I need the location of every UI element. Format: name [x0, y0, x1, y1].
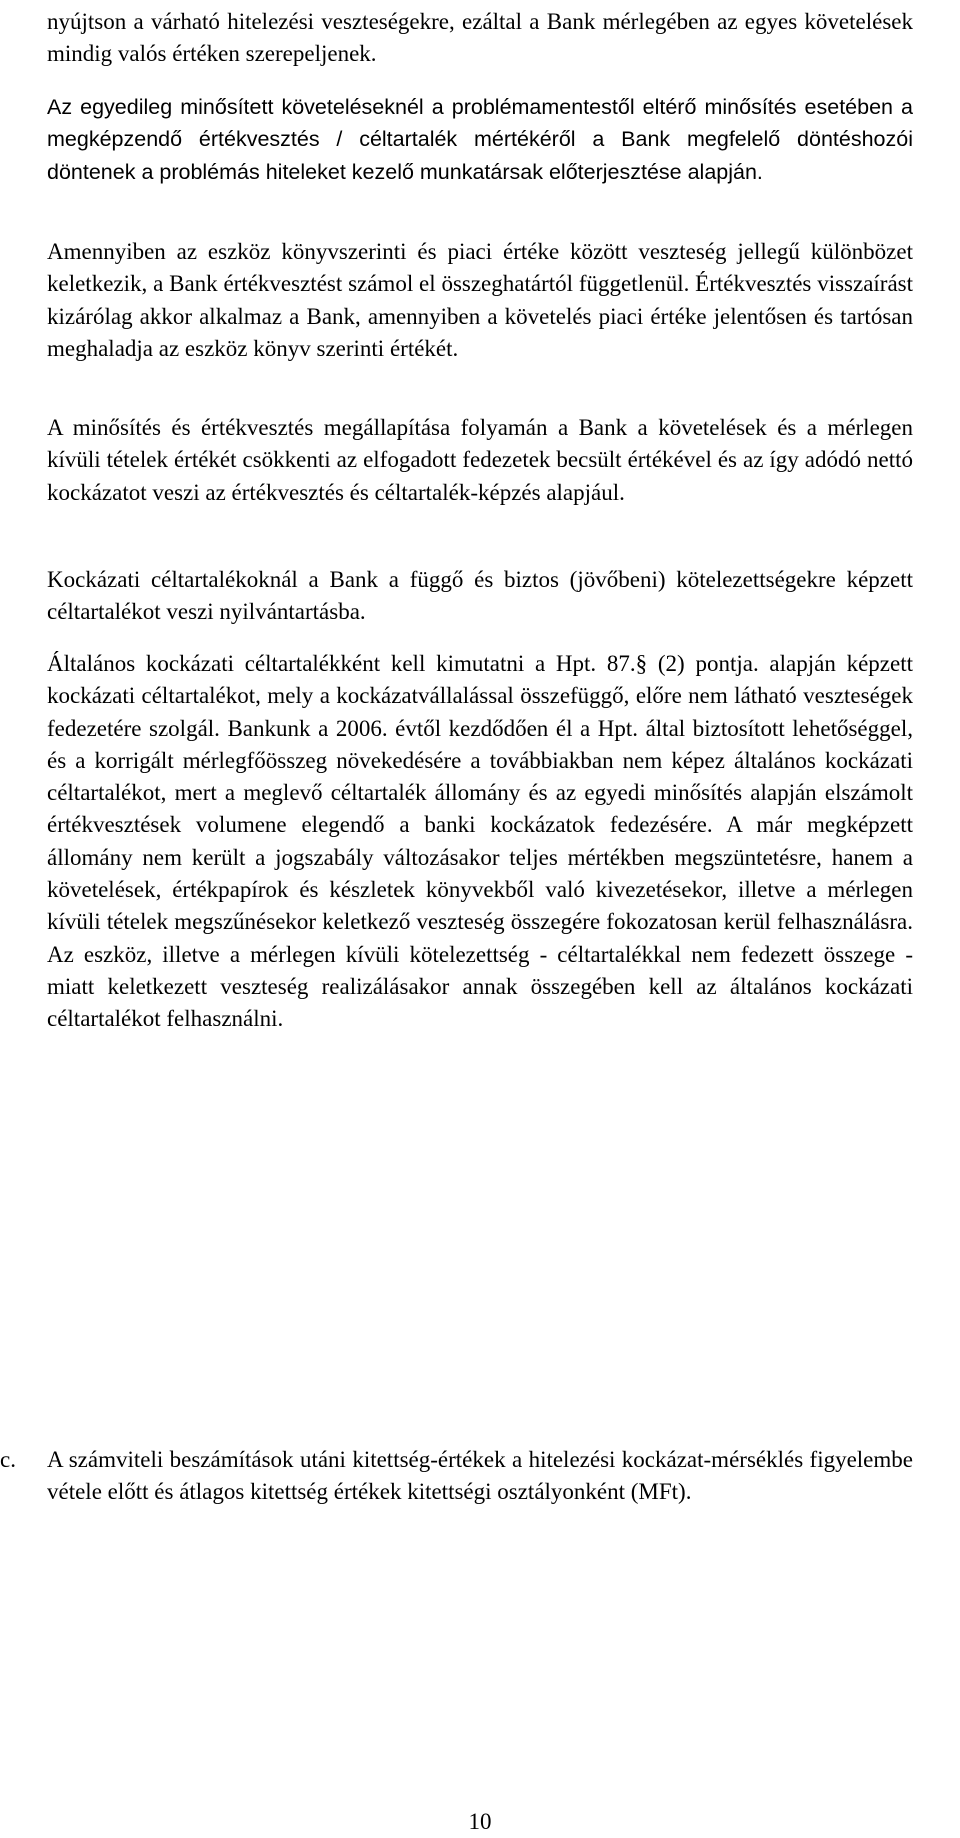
paragraph-continuation: nyújtson a várható hitelezési veszteségekre, ezáltal a Bank mérlegében az egyes követelések mindig valós értéken szerepeljenek. [47, 9, 913, 67]
paragraph-general-risk-provision: Általános kockázati céltartalékként kell kimutatni a Hpt. 87.§ (2) pontja. alapján képzett kockázati céltartalékot, mely a kockázatvállalással összefüggő, előre nem látható veszteségek fedezetére szolgál. Bankunk a 2006. évtől kezdődően él a Hpt. által biztosított lehetőséggel, és a korrigált mérlegfőösszeg növekedésére a továbbiakban nem képez általános kockázati céltartalékot, mert a meglevő céltartalék állomány és az egyedi minősítés alapján elszámolt értékvesztések volumene elegendő a banki kockázatok fedezésére. A már megképzett állomány nem került a jogszabály változásakor teljes mértékben megszüntetésre, hanem a követelések, értékpapírok és készletek könyvekből való kivezetésekor, illetve a mérlegen kívüli tételek megszűnésekor keletkező veszteség összegére fokozatosan kerül felhasználásra. Az eszköz, illetve a mérlegen kívüli kötelezettség - céltartalékkal nem fedezett összege - miatt keletkezett veszteség realizálásakor annak összegében kell az általános kockázati céltartalékot felhasználni. [47, 651, 913, 1032]
paragraph-risk-provisions: Kockázati céltartalékoknál a Bank a függő és biztos (jövőbeni) kötelezettségekre képzett céltartalékot veszi nyilvántartásba. [47, 567, 913, 625]
list-item-text: A számviteli beszámítások utáni kitettség-értékek a hitelezési kockázat-mérséklés figyelembe vétele előtt és átlagos kitettség értékek kitettségi osztályonként (MFt). [47, 1447, 913, 1505]
list-item-marker: c. [0, 1447, 16, 1472]
page-number: 10 [468, 1809, 492, 1834]
paragraph-collateral-valuation: A minősítés és értékvesztés megállapítása folyamán a Bank a követelések és a mérlegen kívüli tételek értékét csökkenti az elfogadott fedezetek becsült értékével és az így adódó nettó kockázatot veszi az értékvesztés és céltartalék-képzés alapjául. [47, 415, 913, 505]
paragraph-impairment-difference: Amennyiben az eszköz könyvszerinti és piaci értéke között veszteség jellegű különbözet keletkezik, a Bank értékvesztést számol el összeghatártól függetlenül. Értékvesztés visszaírást kizárólag akkor alkalmaz a Bank, amennyiben a követelés piaci értéke jelentősen és tartósan meghaladja az eszköz könyv szerinti értékét. [47, 239, 913, 361]
paragraph-individual-rating: Az egyedileg minősített követeléseknél a problémamentestől eltérő minősítés esetében a megképzendő értékvesztés / céltartalék mértékéről a Bank megfelelő döntéshozói döntenek a problémás hiteleket kezelő munkatársak előterjesztése alapján. [47, 95, 913, 184]
